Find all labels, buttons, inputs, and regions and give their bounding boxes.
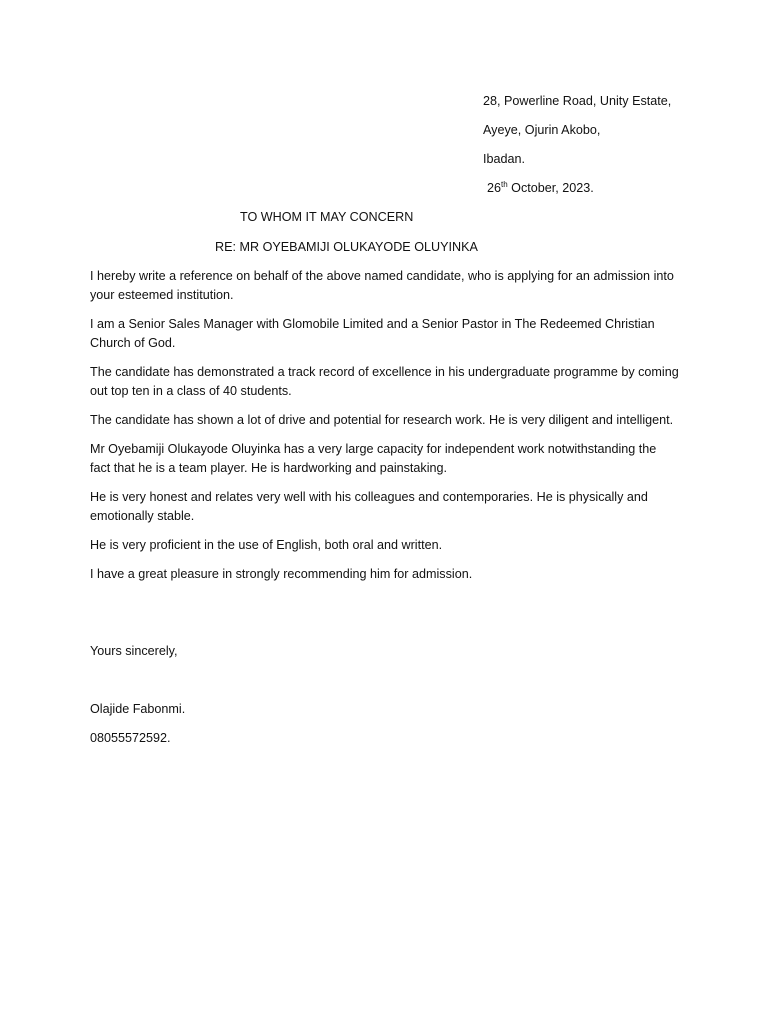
letter-body <box>90 267 680 594</box>
date-month-year: October, 2023. <box>507 181 594 195</box>
letter-heading: TO WHOM IT MAY CONCERN <box>240 210 414 224</box>
date-suffix: th <box>501 179 508 189</box>
body-paragraph: I am a Senior Sales Manager with Glomobile Limited and a Senior Pastor in The Redeemed Christian Church of God. <box>90 317 655 350</box>
body-paragraph: He is very proficient in the use of English, both oral and written. <box>90 538 443 552</box>
body-paragraph: He is very honest and relates very well with his colleagues and contemporaries. He is physically and emotionally stable. <box>90 490 648 523</box>
signatory-phone: 08055572592. <box>90 731 171 745</box>
body-paragraph: I have a great pleasure in strongly recommending him for admission. <box>90 567 473 581</box>
signatory-name: Olajide Fabonmi. <box>90 702 186 716</box>
letter-subject: RE: MR OYEBAMIJI OLUKAYODE OLUYINKA <box>215 240 478 254</box>
sign-off: Yours sincerely, <box>90 644 178 658</box>
address-line-1: 28, Powerline Road, Unity Estate, <box>483 94 672 108</box>
date-day: 26 <box>487 181 502 195</box>
body-paragraph: The candidate has shown a lot of drive and potential for research work. He is very diligent and intelligent. <box>90 413 674 427</box>
address-line-2: Ayeye, Ojurin Akobo, <box>483 123 601 137</box>
sender-address <box>483 92 753 208</box>
body-paragraph: I hereby write a reference on behalf of the above named candidate, who is applying for an admission into your esteemed institution. <box>90 269 674 302</box>
body-paragraph: Mr Oyebamiji Olukayode Oluyinka has a very large capacity for independent work notwithstanding the fact that he is a team player. He is hardworking and painstaking. <box>90 442 657 475</box>
body-paragraph: The candidate has demonstrated a track record of excellence in his undergraduate programme by coming out top ten in a class of 40 students. <box>90 365 679 398</box>
address-line-3: Ibadan. <box>483 152 526 166</box>
letter-date <box>483 179 753 208</box>
